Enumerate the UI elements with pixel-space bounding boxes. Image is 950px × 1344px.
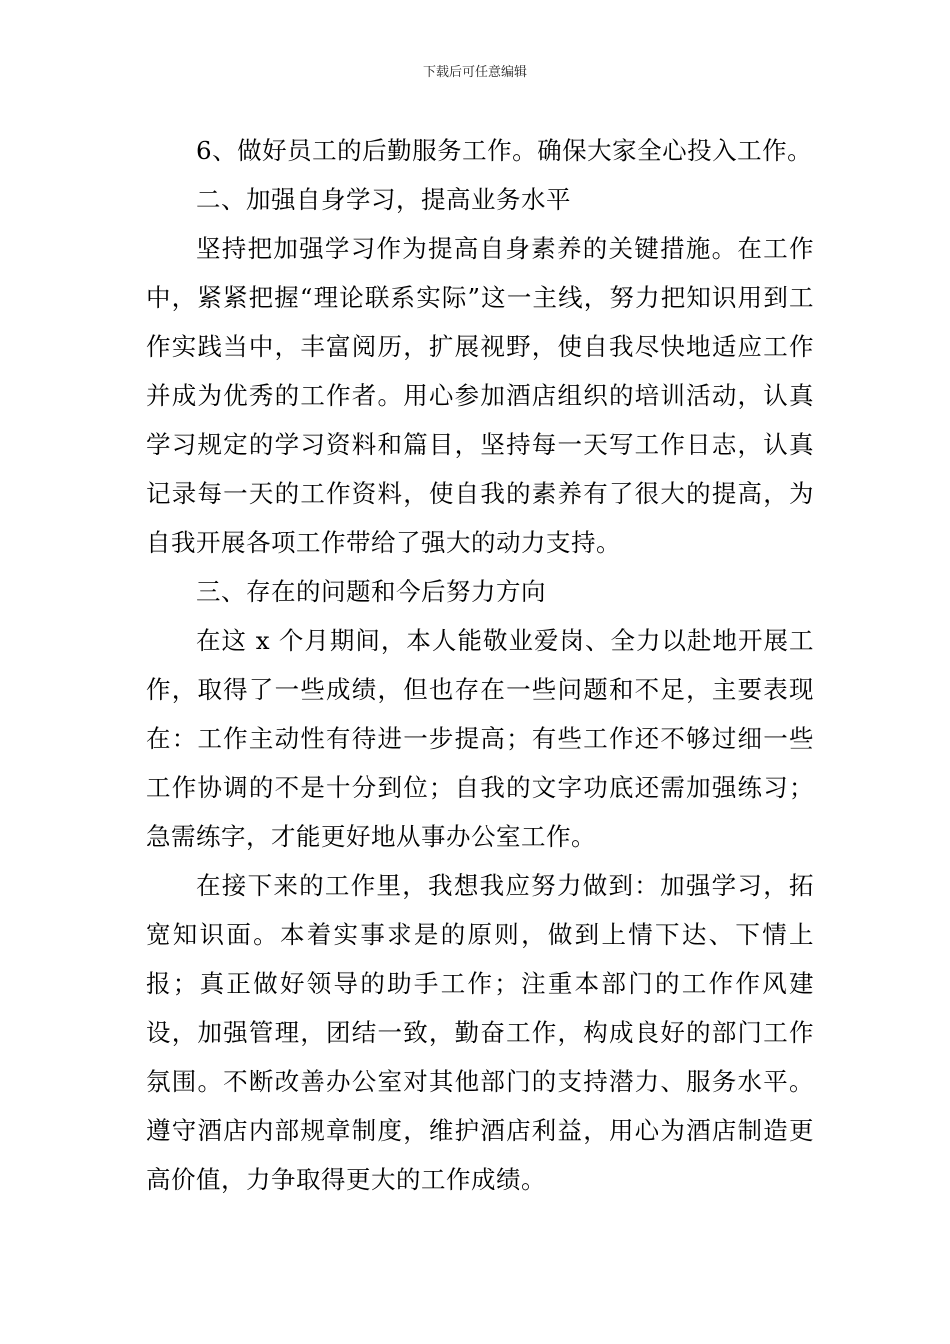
page-header: [0, 64, 950, 82]
section-heading-3: 三、存在的问题和今后努力方向: [196, 577, 546, 606]
section-heading-2: 二、加强自身学习，提高业务水平: [196, 185, 571, 214]
header-note: 下载后可任意编辑: [422, 65, 527, 80]
paragraph-problems: 在这 x 个月期间，本人能敬业爱岗、全力以赴地开展工作，取得了一些成绩，但也存在一些问题和不足，主要表现在：工作主动性有待进一步提高；有些工作还不够过细一些工作协调的不是十分到位；自我的文字功底还需加强练习；急需练字，才能更好地从事办公室工作。: [146, 626, 814, 851]
document-body: [146, 126, 814, 1204]
paragraph-study: 坚持把加强学习作为提高自身素养的关键措施。在工作中，紧紧把握“理论联系实际”这一主线，努力把知识用到工作实践当中，丰富阅历，扩展视野，使自我尽快地适应工作并成为优秀的工作者。用心参加酒店组织的培训活动，认真学习规定的学习资料和篇目，坚持每一天写工作日志，认真记录每一天的工作资料，使自我的素养有了很大的提高，为自我开展各项工作带给了强大的动力支持。: [146, 234, 814, 557]
paragraph-next-steps: 在接下来的工作里，我想我应努力做到：加强学习，拓宽知识面。本着实事求是的原则，做到上情下达、下情上报；真正做好领导的助手工作；注重本部门的工作作风建设，加强管理，团结一致，勤奋工作，构成良好的部门工作氛围。不断改善办公室对其他部门的支持潜力、服务水平。遵守酒店内部规章制度，维护酒店利益，用心为酒店制造更高价值，力争取得更大的工作成绩。: [146, 871, 814, 1194]
paragraph-item-6: 6、做好员工的后勤服务工作。确保大家全心投入工作。: [196, 136, 813, 165]
